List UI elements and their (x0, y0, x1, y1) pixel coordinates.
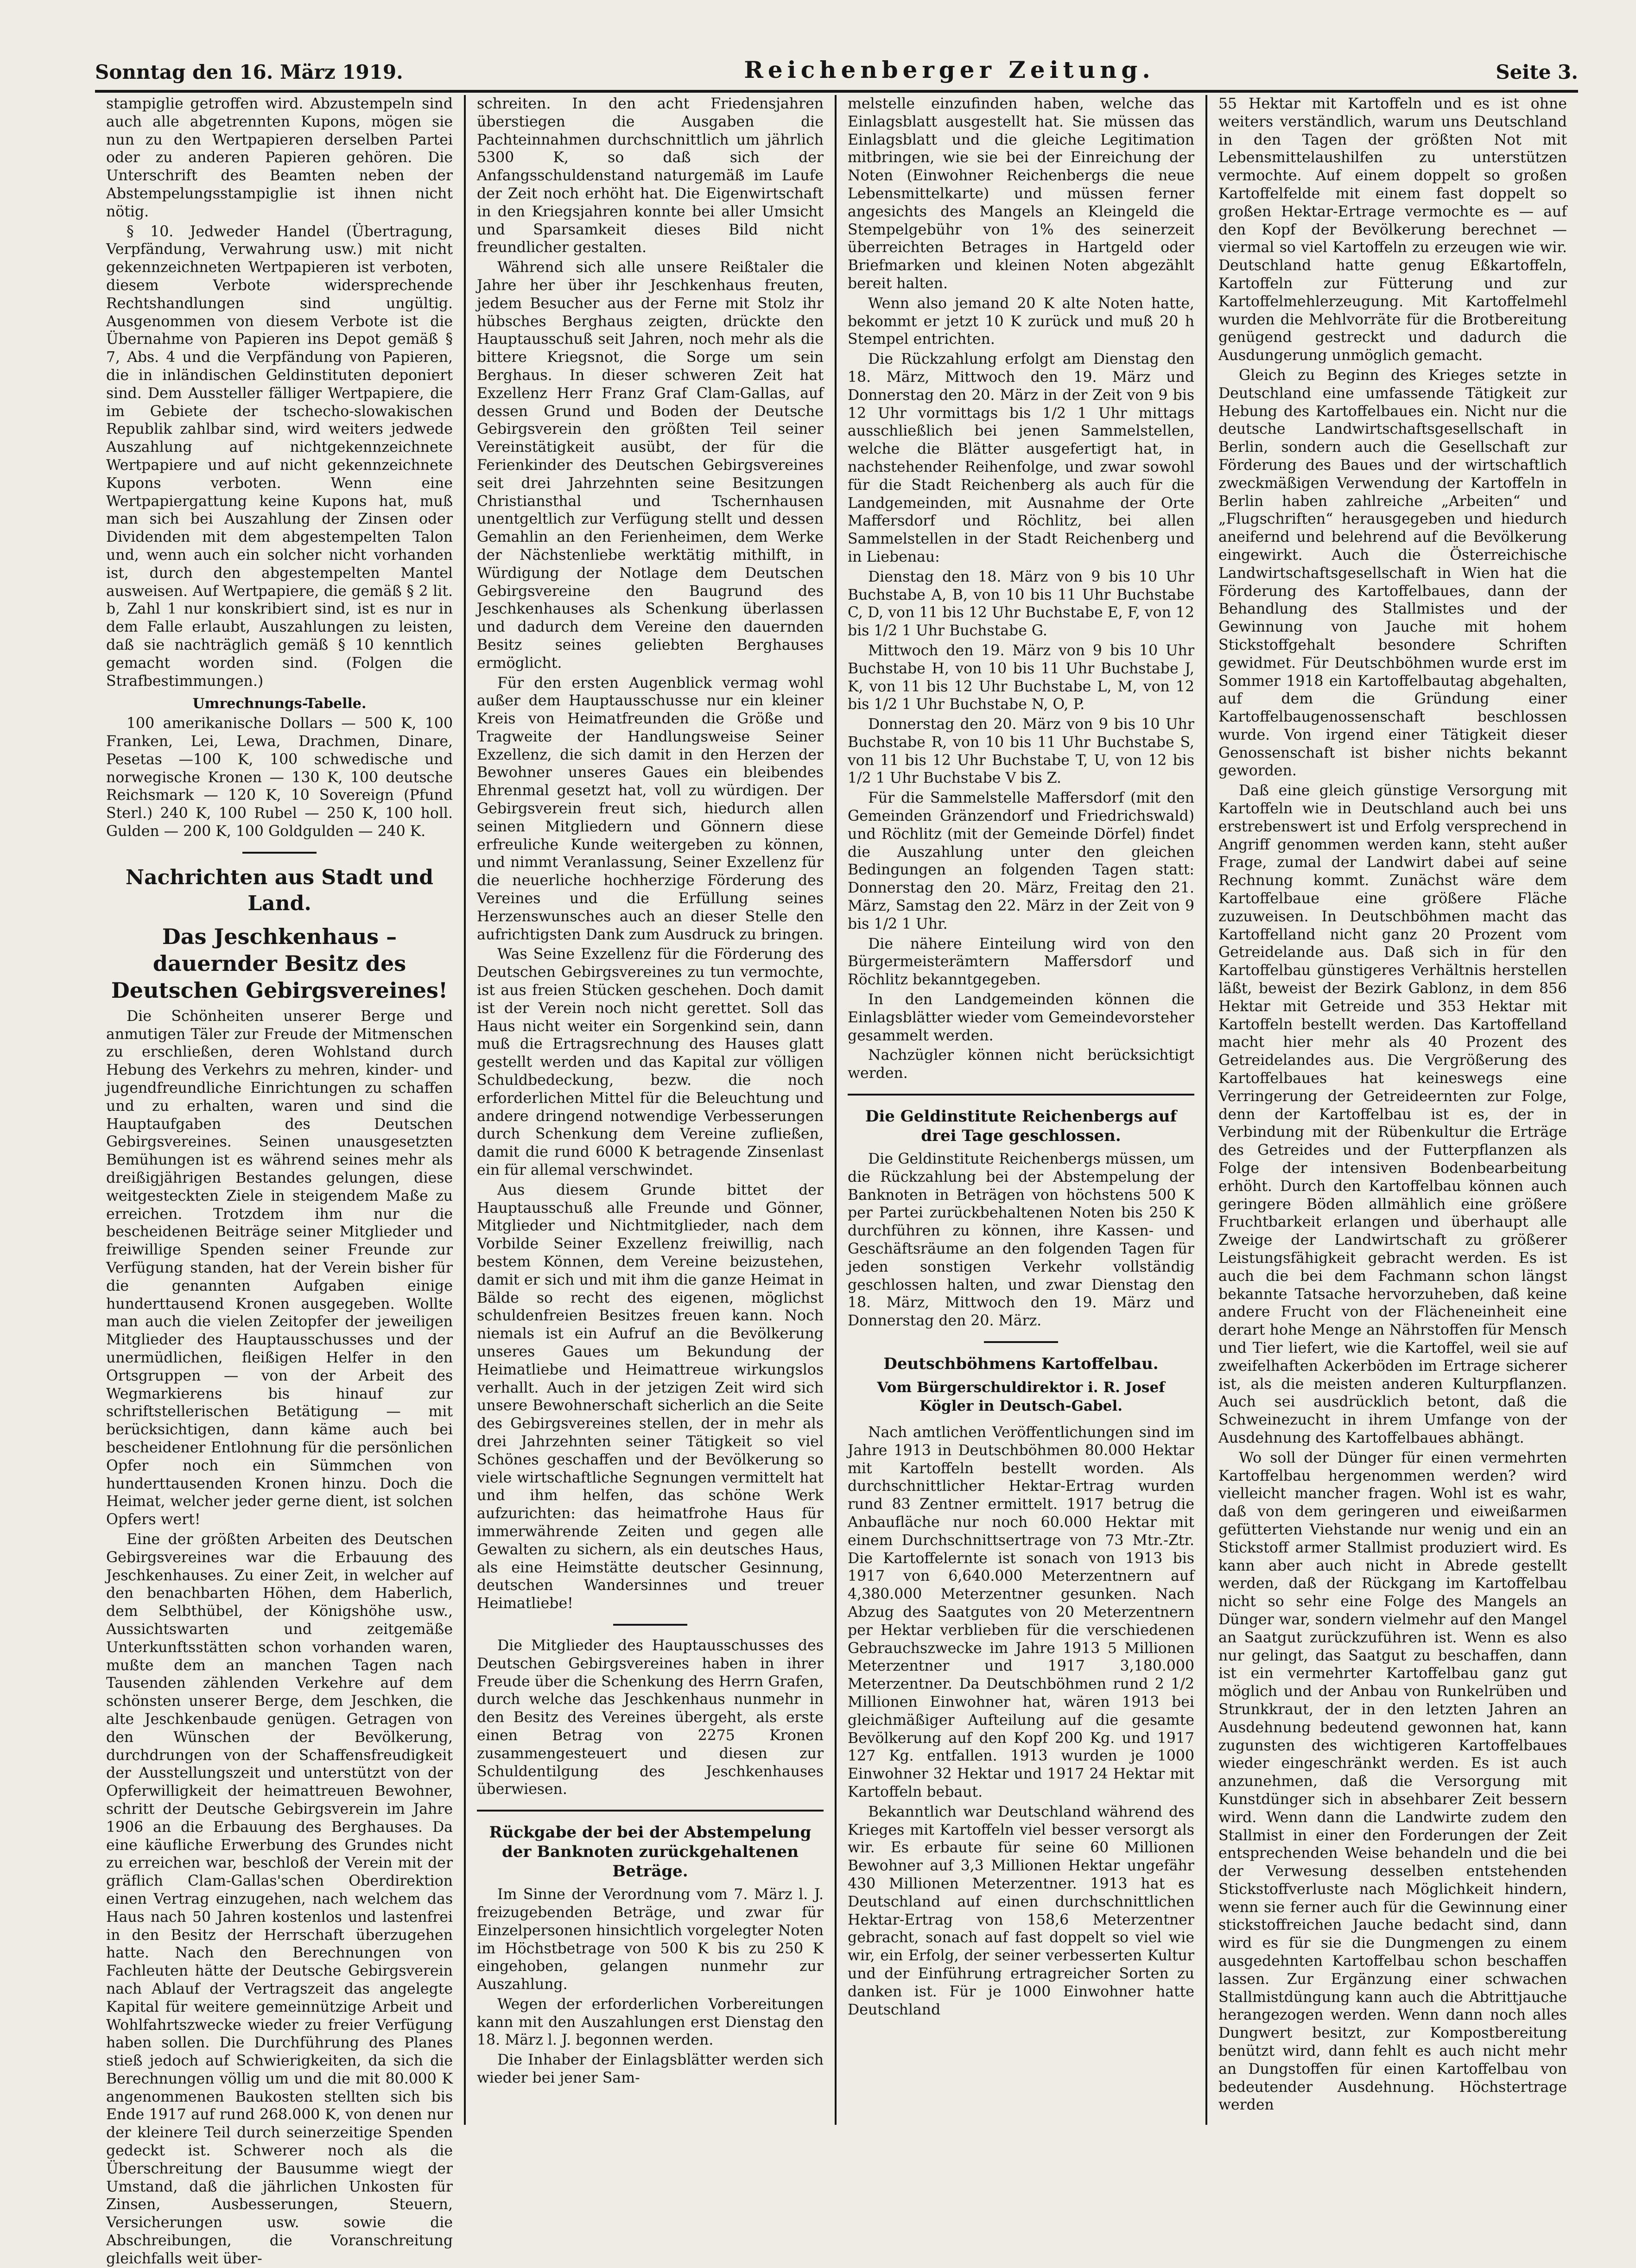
paragraph: stampiglie getroffen wird. Abzustempeln sind auch alle abgetrennten Kupons, mögen sie nun zu den Wertpapieren derselben Partei oder zu anderen Papieren gehören. Die Unterschrift des Beamten neben der Abstempelungsstampiglie ist ihnen nicht nötig. (106, 95, 453, 220)
paragraph: Wo soll der Dünger für einen vermehrten Kartoffelbau hergenommen werden? wird vielleicht mancher fragen. Wohl ist es wahr, daß von dem geringeren und eiweißarmen gefütterten Viehstande nur wenig und ein an Stickstoff armer Stallmist produziert wird. Es kann aber auch nicht in Abrede gestellt werden, daß der Rückgang im Kartoffelbau nicht so sehr eine Folge des Mangels an Dünger war, sondern vielmehr auf den Mangel an Saatgut zurückzuführen ist. Wenn es also nur gelingt, das Saatgut zu beschaffen, dann ist ein vermehrter Kartoffelbau ganz gut möglich und der Anbau von Runkelrüben und Strunkkraut, der in den letzten Jahren an Ausdehnung bedeutend gewonnen hat, kann zugunsten des wichtigeren Kartoffelbaues wieder eingeschränkt werden. Es ist auch anzunehmen, daß die Versorgung mit Kunstdünger sich in absehbarer Zeit bessern wird. Wenn dann die Landwirte zudem den Stallmist in einer den Forderungen der Zeit entsprechenden Weise behandeln und die bei der Verwesung desselben entstehenden Stickstoffverluste nach Möglichkeit hindern, wenn sie ferner auch für die Gewinnung einer stickstoffreichen Jauche bedacht sind, dann wird es für sie die Dungmengen zu einem ausgedehnten Kartoffelbau schon beschaffen lassen. Zur Ergänzung einer schwachen Stallmistdüngung kann auch die Abtrittjauche herangezogen werden. Wenn dann noch alles Dungwert besitzt, zur Kompostbereitung benützt wird, dann fehlt es auch nicht mehr an Dungstoffen für einen Kartoffelbau von bedeutender Ausdehnung. Höchstertrage werden (1218, 1449, 1567, 2114)
paragraph: Für den ersten Augenblick vermag wohl außer dem Hauptausschusse nur ein kleiner Kreis von Heimatfreunden die Größe und Tragweite der Handlungsweise Seiner Exzellenz, die sich damit in den Herzen der Bewohner unseres Gaues ein bleibendes Ehrenmal gesetzt hat, voll zu würdigen. Der Gebirgsverein freut sich, hiedurch allen seinen Mitgliedern und Gönnern diese erfreuliche Kunde weitergeben zu können, und nimmt Veranlassung, Seiner Exzellenz für die neuerliche hochherzige Förderung des Vereines und die Erfüllung seines Herzenswunsches auch an dieser Stelle den aufrichtigsten Dank zum Ausdruck zu bringen. (477, 674, 824, 943)
article-headline: Deutschböhmens Kartoffelbau. (883, 1355, 1159, 1373)
paragraph: Für die Sammelstelle Maffersdorf (mit den Gemeinden Gränzendorf und Friedrichswald) und Röchlitz (mit der Gemeinde Dörfel) findet die Auszahlung unter den gleichen Bedingungen an folgenden Tagen statt: Donnerstag den 20. März, Freitag den 21. März, Samstag den 22. März in der Zeit von 9 bis 1/2 1 Uhr. (848, 790, 1194, 932)
paragraph: Bekanntlich war Deutschland während des Krieges mit Kartoffeln viel besser versorgt als wir. Es erbaute für seine 60 Millionen Bewohner auf 3,3 Millionen Hektar ungefähr 430 Millionen Meterzentner. 1913 hat es Deutschland auf einen durchschnittlichen Hektar-Ertrag von 158,6 Meterzentner gebracht, sonach auf fast doppelt so viel wie wir, ein Erfolg, der seiner verbesserten Kultur und der Einführung ertragreicher Sorten zu danken ist. Für je 1000 Einwohner hatte Deutschland (848, 1803, 1194, 2018)
page-header (95, 32, 1578, 93)
paragraph: melstelle einzufinden haben, welche das Einlagsblatt ausgestellt hat. Sie müssen das Einlagsblatt und die gleiche Legitimation mitbringen, wie sie bei der Einreichung der Noten (Einwohner Reichenbergs die neue Lebensmittelkarte) und müssen ferner angesichts des Mangels an Kleingeld die Stempelgebühr von 1% des seinerzeit überreichten Betrages in Hartgeld oder Briefmarken und kleinen Noten abgezählt bereit halten. (848, 95, 1194, 292)
paragraph: Die Rückzahlung erfolgt am Dienstag den 18. März, Mittwoch den 19. März und Donnerstag den 20. März in der Zeit von 9 bis 12 Uhr vormittags bis 1/2 1 Uhr mittags ausschließlich bei jenen Sammelstellen, welche die Blätter ausgefertigt hat, in nachstehender Reihenfolge, und zwar sowohl für die Stadt Reichenberg als auch für die Landgemeinden, mit Ausnahme der Orte Maffersdorf und Röchlitz, bei allen Sammelstellen in der Stadt Reichenberg und in Liebenau: (848, 351, 1194, 565)
column-2 (466, 95, 837, 2125)
section-title: Nachrichten aus Stadt und Land. (125, 865, 434, 915)
divider (848, 1094, 1194, 1096)
paragraph: 55 Hektar mit Kartoffeln und es ist ohne weiters verständlich, warum uns Deutschland in den Tagen der größten Not mit Lebensmittelaushilfen zu unterstützen vermochte. Auf einem doppelt so großen Kartoffelfelde mit einem fast doppelt so großen Hektar-Ertrage vermochte es — auf den Kopf der Bevölkerung berechnet — viermal so viel Kartoffeln zu erzeugen wie wir. Deutschland hatte genug Eßkartoffeln, Kartoffeln zur Fütterung und zur Kartoffelmehlerzeugung. Mit Kartoffelmehl wurden die Mehlvorräte für die Brotbereitung genügend gestreckt und dadurch die Ausdungerung unmöglich gemacht. (1218, 95, 1567, 364)
column-4 (1207, 95, 1578, 2125)
column-1 (95, 95, 466, 2267)
paragraph: Dienstag den 18. März von 9 bis 10 Uhr Buchstabe A, B, von 10 bis 11 Uhr Buchstabe C, D, von 11 bis 12 Uhr Buchstabe E, F, von 12 bis 1/2 1 Uhr Buchstabe G. (848, 568, 1194, 640)
paragraph: Mittwoch den 19. März von 9 bis 10 Uhr Buchstabe H, von 10 bis 11 Uhr Buchstabe J, K, von 11 bis 12 Uhr Buchstabe L, M, von 12 bis 1/2 1 Uhr Buchstabe N, O, P. (848, 642, 1194, 713)
page-number: Seite 3. (1496, 61, 1578, 83)
paragraph: Wegen der erforderlichen Vorbereitungen kann mit den Auszahlungen erst Dienstag den 18. März l. J. begonnen werden. (477, 1996, 824, 2049)
article-headline: Die Geldinstitute Reichenbergs auf drei Tage geschlossen. (865, 1107, 1177, 1146)
article-headline: Rückgabe der bei der Abstempelung der Banknoten zurückgehaltenen Beträge. (489, 1823, 812, 1881)
divider (242, 852, 317, 854)
byline: Vom Bürgerschuldirektor i. R. Josef Kögler in Deutsch-Gabel. (877, 1379, 1165, 1414)
paragraph: In den Landgemeinden können die Einlagsblätter wieder vom Gemeindevorsteher gesammelt werden. (848, 991, 1194, 1044)
header-date: Sonntag den 16. März 1919. (95, 61, 403, 83)
paragraph: Die Schönheiten unserer Berge und anmutigen Täler zur Freude der Mitmenschen zu erschließen, deren Wohlstand durch Hebung des Verkehrs zu mehren, kinder- und jugendfreundliche Einrichtungen zu schaffen und zu erhalten, waren und sind die Hauptaufgaben des Deutschen Gebirgsvereines. Seinen unausgesetzten Bemühungen ist es während seines mehr als dreißigjährigen Bestandes gelungen, diese weitgesteckten Ziele in steigendem Maße zu erreichen. Trotzdem ihm nur die bescheidenen Beiträge seiner Mitglieder und freiwillige Spenden seiner Freunde zur Verfügung standen, hat der Verein bisher für die genannten Aufgaben einige hunderttausend Kronen ausgegeben. Wollte man auch die vielen Zeitopfer der jeweiligen Mitglieder des Hauptausschusses und der unermüdlichen, fleißigen Helfer in den Ortsgruppen — von der Arbeit des Wegmarkierens bis hinauf zur schriftstellerischen Betätigung — mit berücksichtigen, dann käme auch bei bescheidener Entlohnung für die persönlichen Opfer noch ein Sümmchen von hunderttausenden Kronen hinzu. Doch die Heimat, welcher jeder gerne dient, ist solchen Opfers wert! (106, 1007, 453, 1528)
conversion-table-text: 100 amerikanische Dollars — 500 K, 100 Franken, Lei, Lewa, Drachmen, Dinare, Pesetas —100 K, 100 schwedische und norwegische Kronen — 130 K, 100 deutsche Reichsmark — 120 K, 10 Sovereign (Pfund Sterl.) 240 K, 100 Rubel — 250 K, 100 holl. Gulden — 200 K, 100 Goldgulden — 240 K. (106, 715, 453, 840)
paragraph: Gleich zu Beginn des Krieges setzte in Deutschland eine umfassende Tätigkeit zur Hebung des Kartoffelbaues ein. Nicht nur die deutsche Landwirtschaftsgesellschaft in Berlin, sondern auch die Gesellschaft zur Förderung des Baues und der wirtschaftlich zweckmäßigen Verwendung der Kartoffeln in Berlin haben zahlreiche „Arbeiten“ und „Flugschriften“ herausgegeben und hiedurch aneifernd und belehrend auf die Bevölkerung eingewirkt. Auch die Österreichische Landwirtschaftsgesellschaft in Wien hat die Förderung des Kartoffelbaues, dann der Behandlung des Stallmistes und der Gewinnung von Jauche mit hohem Stickstoffgehalt besondere Schriften gewidmet. Für Deutschböhmen wurde erst im Sommer 1918 ein Kartoffelbautag abgehalten, auf dem die Gründung einer Kartoffelbaugenossenschaft beschlossen wurde. Von irgend einer Tätigkeit dieser Genossenschaft ist bisher nichts bekannt geworden. (1218, 367, 1567, 779)
masthead: Reichenberger Zeitung. (744, 56, 1155, 83)
paragraph: Daß eine gleich günstige Versorgung mit Kartoffeln wie in Deutschland auch bei uns erstrebenswert ist und Erfolg versprechend in Angriff genommen werden kann, steht außer Frage, zumal der Landwirt dabei auf seine Rechnung kommt. Zunächst wäre dem Kartoffelbaue eine größere Fläche zuzuweisen. In Deutschböhmen macht das Kartoffelland nicht ganz 20 Prozent vom Getreidelande aus. Daß sich in für den Kartoffelbau günstigeres Verhältnis herstellen läßt, beweist der Bezirk Gablonz, in dem 856 Hektar mit Getreide und 353 Hektar mit Kartoffeln bestellt werden. Das Kartoffelland macht hier mehr als 40 Prozent des Getreidelandes aus. Die Vergrößerung des Kartoffelbaues hat keineswegs eine Verringerung der Getreideernten zur Folge, denn der Kartoffelbau ist es, der in Verbindung mit der Rübenkultur die Erträge des Getreides und der Futterpflanzen als Folge der intensiven Bodenbearbeitung erhöht. Durch den Kartoffelbau können auch geringere Böden allmählich eine größere Fruchtbarkeit erlangen und überhaupt alle Zweige der Landwirtschaft zu größerer Leistungsfähigkeit gebracht werden. Es ist auch die bei dem Fachmann schon längst bekannte Tatsache hervorzuheben, daß keine andere Frucht von der Flächeneinheit eine derart hohe Menge an Nährstoffen für Mensch und Tier liefert, wie die Kartoffel, weil sie auf zweifelhaften Ackerböden im Ertrage sicherer ist, als die meisten anderen Kulturpflanzen. Auch sei ausdrücklich betont, daß die Schweinezucht in ihrem Umfange von der Ausdehnung des Kartoffelbaues abhängt. (1218, 782, 1567, 1446)
paragraph: Nachzügler können nicht berücksichtigt werden. (848, 1047, 1194, 1082)
columns (95, 95, 1578, 2267)
paragraph: Donnerstag den 20. März von 9 bis 10 Uhr Buchstabe R, von 10 bis 11 Uhr Buchstabe S, von 11 bis 12 Uhr Buchstabe T, U, von 12 bis 1/2 1 Uhr Buchstabe V bis Z. (848, 716, 1194, 787)
column-3 (837, 95, 1207, 2125)
paragraph: Im Sinne der Verordnung vom 7. März l. J. freizugebenden Beträge, und zwar für Einzelpersonen hinsichtlich vorgelegter Noten im Höchstbetrage von 500 K bis zu 250 K eingehoben, gelangen nunmehr zur Auszahlung. (477, 1886, 824, 1993)
paragraph: Was Seine Exzellenz für die Förderung des Deutschen Gebirgsvereines zu tun vermochte, ist aus freien Stücken geschehen. Doch damit ist der Verein noch nicht gerettet. Soll das Haus nicht weiter ein Sorgenkind sein, dann muß die Ertragsrechnung des Hauses glatt gestellt werden und das Kapital zur völligen Schuldbedeckung, bezw. die noch erforderlichen Mittel für die Beleuchtung und andere dringend notwendige Verbesserungen durch Schenkung dem Vereine zufließen, damit die rund 6000 K betragende Zinsenlast ein für allemal verschwindet. (477, 946, 824, 1179)
paragraph: Die nähere Einteilung wird von den Bürgermeisterämtern Maffersdorf und Röchlitz bekanntgegeben. (848, 935, 1194, 988)
paragraph: Nach amtlichen Veröffentlichungen sind im Jahre 1913 in Deutschböhmen 80.000 Hektar mit Kartoffeln bestellt worden. Als durchschnittlicher Hektar-Ertrag wurden rund 83 Zentner ermittelt. 1917 betrug die Anbaufläche nur noch 60.000 Hektar mit einem Durchschnittsertrage von 73 Mtr.-Ztr. Die Kartoffelernte ist sonach von 1913 bis 1917 von 6,640.000 Meterzentnern auf 4,380.000 Meterzentner gesunken. Nach Abzug des Saatgutes von 20 Meterzentnern per Hektar verblieben für die verschiedenen Gebrauchszwecke im Jahre 1913 5 Millionen Meterzentner und 1917 3,180.000 Meterzentner. Da Deutschböhmen rund 2 1/2 Millionen Einwohner hat, wären 1913 bei gleichmäßiger Aufteilung auf die gesamte Bevölkerung auf den Kopf 200 Kg. und 1917 127 Kg. entfallen. 1913 wurden je 1000 Einwohner 32 Hektar und 1917 24 Hektar mit Kartoffeln bebaut. (848, 1424, 1194, 1800)
paragraph: Wenn also jemand 20 K alte Noten hatte, bekommt er jetzt 10 K zurück und muß 20 h Stempel entrichten. (848, 295, 1194, 348)
paragraph: schreiten. In den acht Friedensjahren überstiegen die Ausgaben die Pachteinnahmen durchschnittlich um jährlich 5300 K, so daß sich der Anfangsschuldenstand naturgemäß im Laufe der Zeit noch erhöht hat. Die Eigenwirtschaft in den Kriegsjahren konnte bei aller Umsicht und Sparsamkeit dieses Bild nicht freundlicher gestalten. (477, 95, 824, 256)
paragraph: Die Mitglieder des Hauptausschusses des Deutschen Gebirgsvereines haben in ihrer Freude über die Schenkung des Herrn Grafen, durch welche das Jeschkenhaus nunmehr in den Besitz des Vereines übergeht, als erste einen Betrag von 2275 Kronen zusammengesteuert und diesen zur Schuldentilgung des Jeschkenhauses überwiesen. (477, 1637, 824, 1798)
paragraph: Eine der größten Arbeiten des Deutschen Gebirgsvereines war die Erbauung des Jeschkenhauses. Zu einer Zeit, in welcher auf den benachbarten Höhen, dem Haberlich, dem Selbthübel, der Königshöhe usw., Aussichtswarten und zeitgemäße Unterkunftsstätten schon vorhanden waren, mußte dem an manchen Tagen nach Tausenden zählenden Verkehre auf dem schönsten unserer Berge, dem Jeschken, die alte Jeschkenbaude genügen. Getragen von den Wünschen der Bevölkerung, durchdrungen von der Schaffensfreudigkeit der Ausstellungszeit und unterstützt von der Opferwilligkeit der heimattreuen Bewohner, schritt der Deutsche Gebirgsverein im Jahre 1906 an die Erbauung des Berghauses. Da eine käufliche Erwerbung des Grundes nicht zu erreichen war, beschloß der Verein mit der gräflich Clam-Gallas'schen Oberdirektion einen Vertrag einzugehen, nach welchem das Haus nach 50 Jahren kostenlos und lastenfrei in den Besitz der Herrschaft überzugehen hatte. Nach den Berechnungen von Fachleuten hätte der Deutsche Gebirgsverein nach Ablauf der Vertragszeit das angelegte Kapital für weitere gemeinnützige Arbeit und Wohlfahrtszwecke wieder zu freier Verfügung haben sollen. Die Durchführung des Planes stieß jedoch auf Schwierigkeiten, da sich die Berechnungen völlig um und die mit 80.000 K angenommenen Baukosten stellten sich bis Ende 1917 auf rund 268.000 K, von denen nur der kleinere Teil durch seinerzeitige Spenden gedeckt ist. Schwerer noch als die Überschreitung der Bausumme wiegt der Umstand, daß die jährlichen Unkosten für Zinsen, Ausbesserungen, Steuern, Versicherungen usw. sowie die Abschreibungen, die Voranschreitung gleichfalls weit über- (106, 1531, 453, 2267)
paragraph: Aus diesem Grunde bittet der Hauptausschuß alle Freunde und Gönner, Mitglieder und Nichtmitglieder, nach dem Vorbilde Seiner Exzellenz freiwillig, nach bestem Können, dem Vereine beizustehen, damit er sich und mit ihm die ganze Heimat in Bälde so recht des eigenen, möglichst schuldenfreien Besitzes freuen kann. Noch niemals ist ein Aufruf an die Bevölkerung unseres Gaues um Bekundung der Heimatliebe und Heimattreue wirkungslos verhallt. Auch in der jetzigen Zeit wird sich unsere Bewohnerschaft sicherlich an die Seite des Gebirgsvereines stellen, der in mehr als drei Jahrzehnten seiner Tätigkeit so viel Schönes geschaffen und der Bevölkerung so viele wirtschaftliche Segnungen vermittelt hat und ihm helfen, das schöne Werk aufzurichten: das heimatfrohe Haus für immerwährende Zeiten und gegen alle Gewalten zu sichern, als ein deutsches Haus, als eine Heimstätte deutscher Gesinnung, deutschen Wandersinnes und treuer Heimatliebe! (477, 1181, 824, 1612)
paragraph: Während sich alle unsere Reißtaler die Jahre her über ihr Jeschkenhaus freuten, jedem Besucher aus der Ferne mit Stolz ihr hübsches Berghaus zeigten, drückte den Hauptausschuß seit Jahren, noch mehr als die bittere Kriegsnot, die Sorge um sein Berghaus. In dieser schweren Zeit hat Exzellenz Herr Franz Graf Clam-Gallas, auf dessen Grund und Boden der Deutsche Gebirgsverein den größten Teil seiner Vereinstätigkeit ausübt, der für die Ferienkinder des Deutschen Gebirgsvereines seit drei Jahrzehnten seine Besitzungen Christiansthal und Tschernhausen unentgeltlich zur Verfügung stellt und dessen Gemahlin an den Ferienheimen, dem Werke der Nächstenliebe werktätig mithilft, in Würdigung der Notlage dem Deutschen Gebirgsvereine den Baugrund des Jeschkenhauses als Schenkung überlassen und dadurch dem Vereine den dauernden Besitz seines geliebten Berghauses ermöglicht. (477, 259, 824, 672)
article-headline: Das Jeschkenhaus – dauernder Besitz des Deutschen Gebirgsvereines! (111, 924, 448, 1003)
divider (477, 1810, 824, 1812)
paragraph: § 10. Jedweder Handel (Übertragung, Verpfändung, Verwahrung usw.) mit nicht gekennzeichneten Wertpapieren ist verboten, diesem Verbote widersprechende Rechtshandlungen sind ungültig. Ausgenommen von diesem Verbote ist die Übernahme von Papieren ins Depot gemäß § 7, Abs. 4 und die Verpfändung von Papieren, die in inländischen Geldinstituten deponiert sind. Dem Aussteller fälliger Wertpapiere, die im Gebiete der tschecho-slowakischen Republik zahlbar sind, wird weiters jedwede Auszahlung auf nichtgekennzeichnete Wertpapiere und auf nicht gekennzeichnete Kupons verboten. Wenn eine Wertpapiergattung keine Kupons hat, muß man sich bei Auszahlung der Zinsen oder Dividenden mit dem abgestempelten Talon und, wenn auch ein solcher nicht vorhanden ist, durch den abgestempelten Mantel ausweisen. Auf Wertpapiere, die gemäß § 2 lit. b, Zahl 1 nur konskribiert sind, ist es nur in dem Falle erlaubt, Auszahlungen zu leisten, daß sie nachträglich gemäß § 10 kenntlich gemacht worden sind. (Folgen die Strafbestimmungen.) (106, 223, 453, 690)
divider (613, 1624, 687, 1626)
conversion-table-title: Umrechnungs-Tabelle. (192, 696, 367, 712)
paragraph: Die Geldinstitute Reichenbergs müssen, um die Rückzahlung bei der Abstempelung der Banknoten in Beträgen von höchstens 500 K per Partei zurückbehaltenen Noten bis 250 K durchführen zu können, ihre Kassen- und Geschäftsräume an den folgenden Tagen für jeden sonstigen Verkehr vollständig geschlossen halten, und zwar Dienstag den 18. März, Mittwoch den 19. März und Donnerstag den 20. März. (848, 1151, 1194, 1330)
divider (984, 1341, 1058, 1343)
paragraph: Die Inhaber der Einlagsblätter werden sich wieder bei jener Sam- (477, 2052, 824, 2087)
